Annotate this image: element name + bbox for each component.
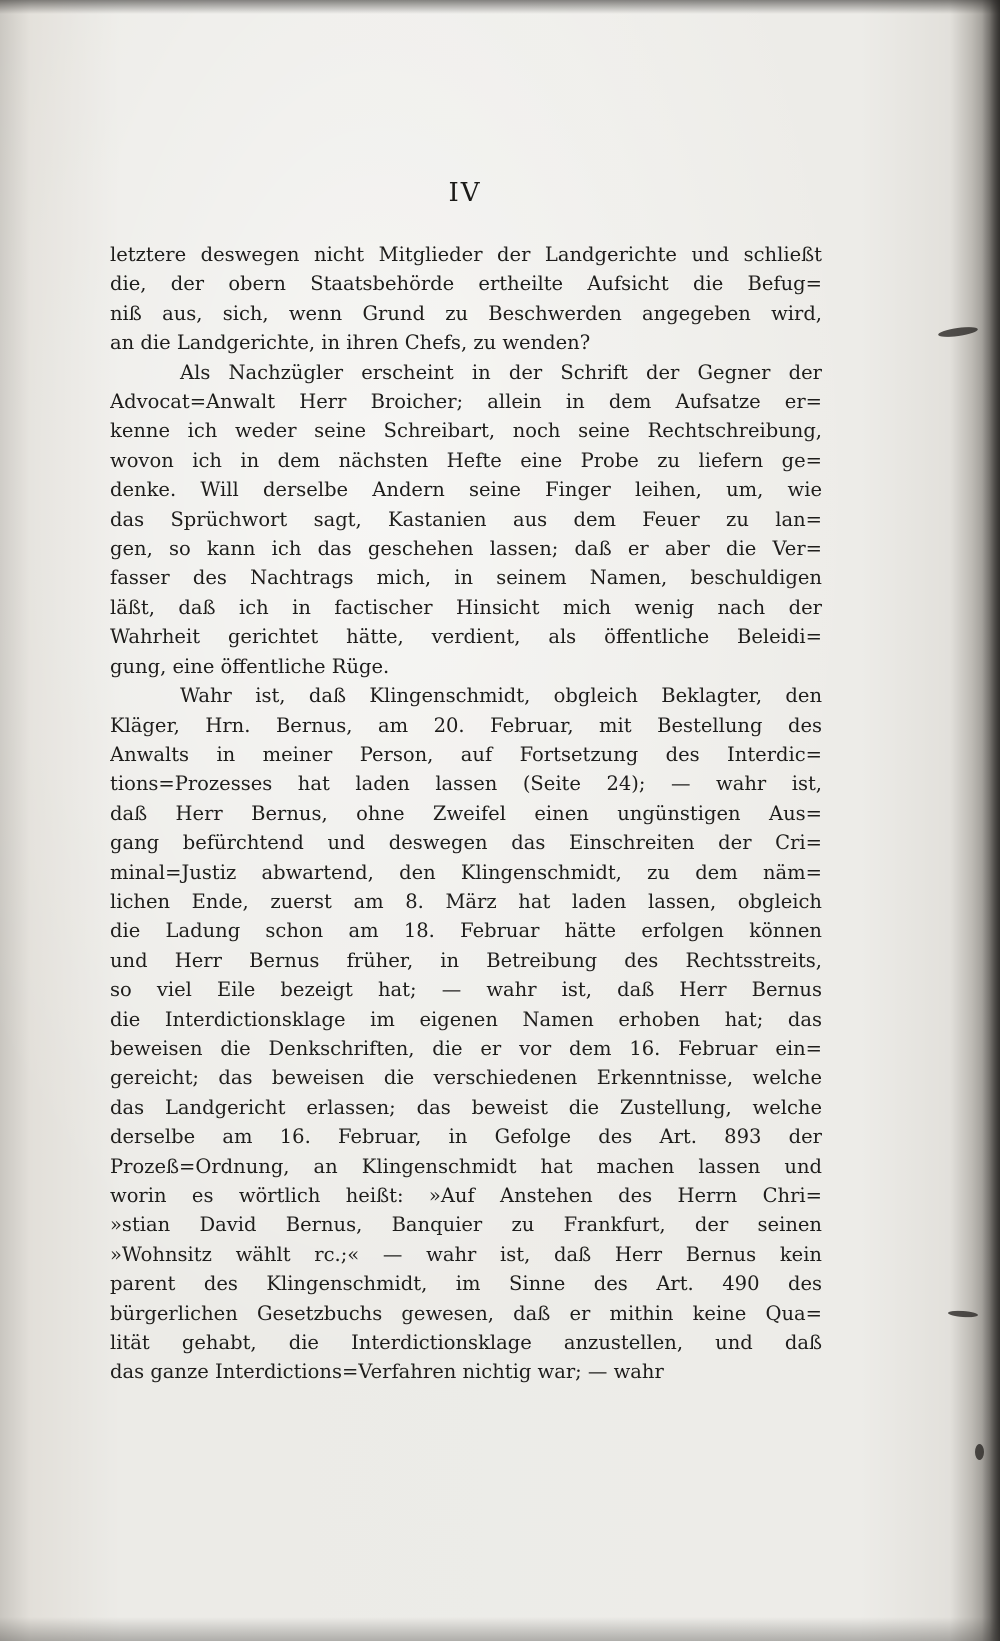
text-line: Als Nachzügler erscheint in der Schrift der Gegner der [180,360,822,384]
text-line: worin es wörtlich heißt: »Auf Anstehen des Herrn Chri= [110,1184,822,1207]
text-line: das Landgericht erlassen; das beweist die Zustellung, welche [110,1095,822,1119]
text-line: denke. Will derselbe Andern seine Finger leihen, um, wie [110,478,822,502]
text-line: tions=Prozesses hat laden lassen (Seite 24); — wahr ist, [110,772,822,796]
text-line: kenne ich weder seine Schreibart, noch seine Rechtschreibung, [110,419,822,443]
paragraph [110,240,822,358]
text-line: das Sprüchwort sagt, Kastanien aus dem Feuer zu lan= [110,507,822,531]
text-line: parent des Klingenschmidt, im Sinne des Art. 490 des [110,1272,822,1296]
text-line: gung, eine öffentliche Rüge. [110,654,390,678]
scan-page-edge [982,0,1000,1641]
text-line: die Interdictionsklage im eigenen Namen erhoben hat; das [110,1007,822,1031]
text-line: fasser des Nachtrags mich, in seinem Namen, beschuldigen [110,566,822,590]
text-line: letztere deswegen nicht Mitglieder der Landgerichte und schließt [110,243,822,266]
ink-mark [975,1444,984,1460]
ink-mark [948,1310,978,1318]
text-line: an die Landgerichte, in ihren Chefs, zu wenden? [110,331,591,355]
scan-bottom-shadow [0,1617,1000,1641]
text-line: lichen Ende, zuerst am 8. März hat laden lassen, obgleich [110,889,822,913]
text-line: und Herr Bernus früher, in Betreibung des Rechtsstreits, [110,948,822,972]
text-line: die Ladung schon am 18. Februar hätte erfolgen können [110,919,822,943]
page-number: IV [448,178,482,208]
text-line: so viel Eile bezeigt hat; — wahr ist, daß Herr Bernus [110,978,822,1002]
text-line: bürgerlichen Gesetzbuchs gewesen, daß er mithin keine Qua= [110,1301,822,1325]
text-line: Wahr ist, daß Klingenschmidt, obgleich Beklagter, den [180,684,822,708]
text-line: »Wohnsitz wählt rc.;« — wahr ist, daß Herr Bernus kein [110,1242,822,1266]
paragraph [110,681,822,1387]
text-line: wovon ich in dem nächsten Hefte eine Probe zu liefern ge= [110,448,822,472]
ink-mark [938,325,979,338]
text-line: derselbe am 16. Februar, in Gefolge des Art. 893 der [110,1125,822,1149]
text-line: Wahrheit gerichtet hätte, verdient, als öffentliche Beleidi= [110,625,822,649]
text-line: gen, so kann ich das geschehen lassen; daß er aber die Ver= [110,537,822,561]
text-line: Advocat=Anwalt Herr Broicher; allein in dem Aufsatze er= [110,390,822,414]
text-line: Anwalts in meiner Person, auf Fortsetzung des Interdic= [110,742,822,766]
scan-top-shadow [0,0,1000,14]
text-line: lität gehabt, die Interdictionsklage anzustellen, und daß [110,1331,822,1355]
text-line: gang befürchtend und deswegen das Einschreiten der Cri= [110,831,822,855]
text-line: Prozeß=Ordnung, an Klingenschmidt hat machen lassen und [110,1154,822,1178]
text-line: beweisen die Denkschriften, die er vor dem 16. Februar ein= [110,1036,822,1060]
text-line: daß Herr Bernus, ohne Zweifel einen ungünstigen Aus= [110,801,822,825]
text-line: läßt, daß ich in factischer Hinsicht mich wenig nach der [110,595,822,619]
text-line: »stian David Bernus, Banquier zu Frankfurt, der seinen [110,1213,822,1237]
text-line: niß aus, sich, wenn Grund zu Beschwerden angegeben wird, [110,301,822,325]
paragraph [110,358,822,681]
body-text [110,240,822,1387]
text-line: Kläger, Hrn. Bernus, am 20. Februar, mit Bestellung des [110,713,822,737]
text-line: die, der obern Staatsbehörde ertheilte Aufsicht die Befug= [110,272,822,296]
text-line: das ganze Interdictions=Verfahren nichtig war; — wahr [110,1360,664,1384]
text-line: minal=Justiz abwartend, den Klingenschmidt, zu dem näm= [110,860,822,884]
text-line: gereicht; das beweisen die verschiedenen Erkenntnisse, welche [110,1066,822,1090]
